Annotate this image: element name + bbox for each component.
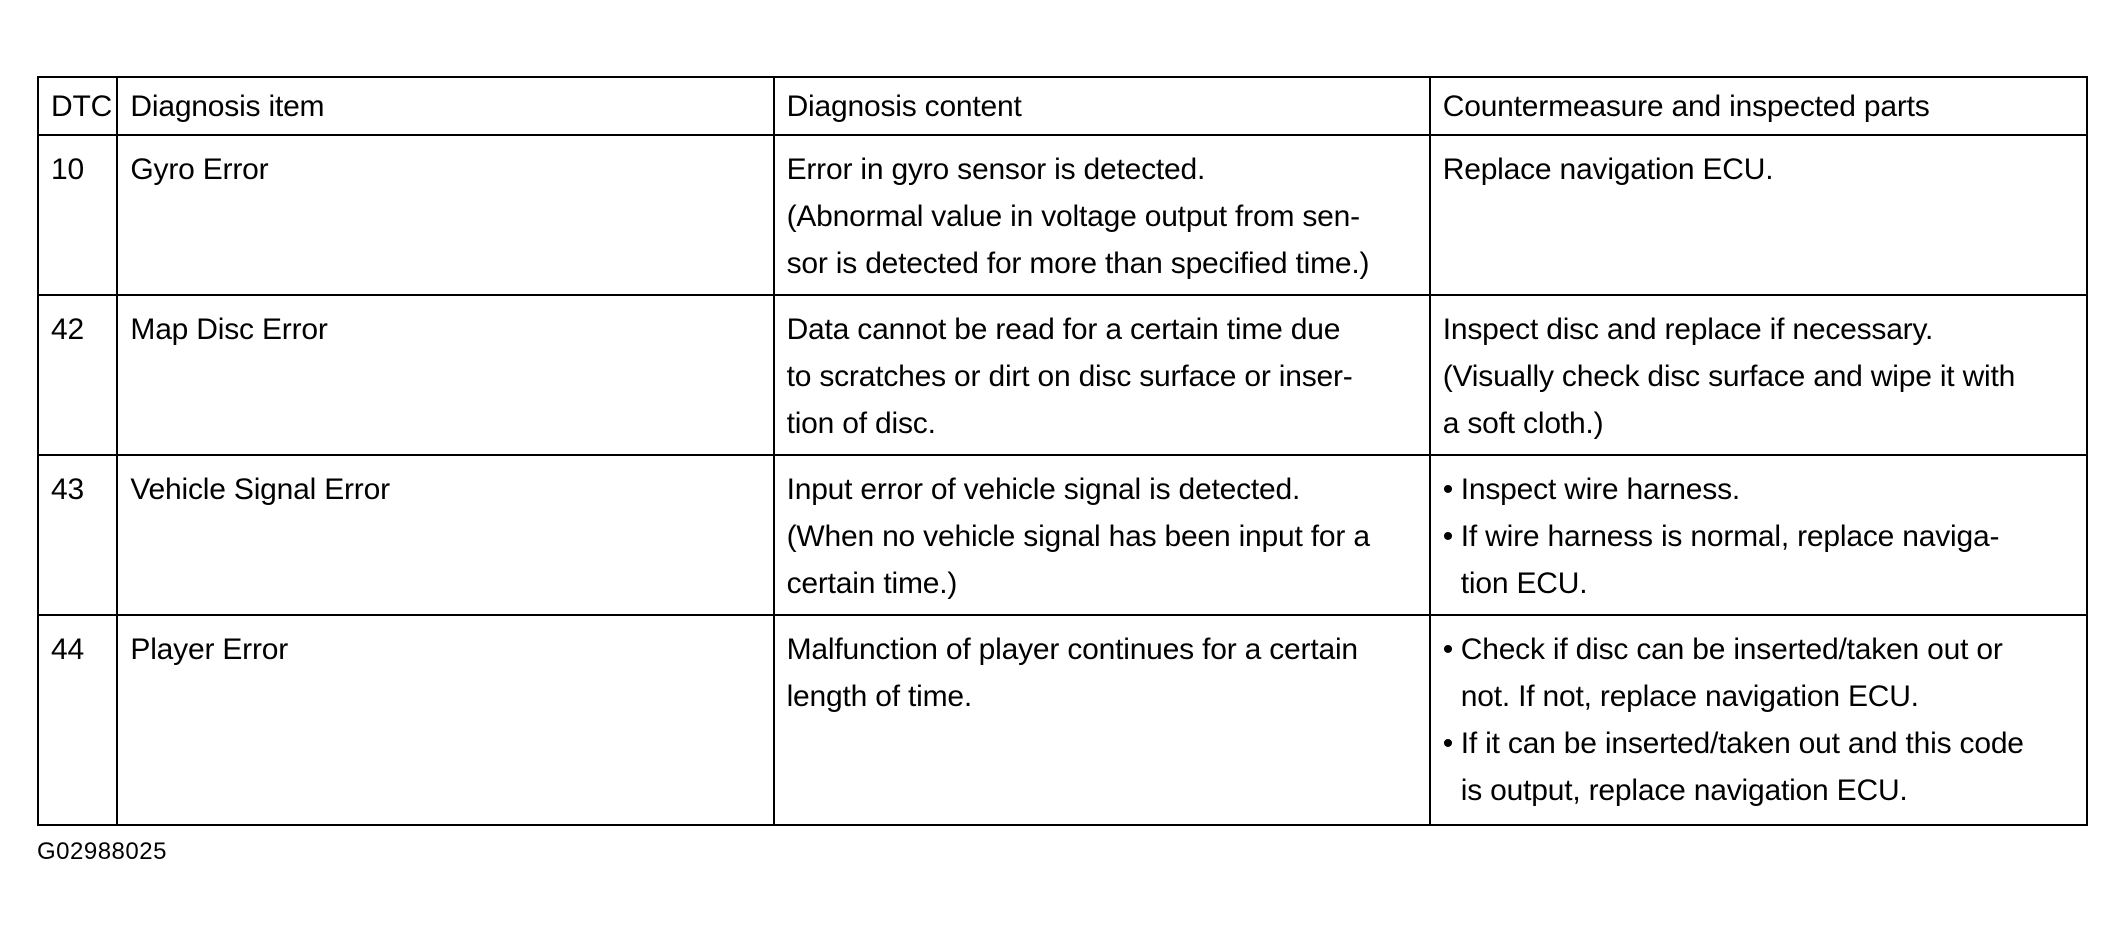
measure-line: Inspect disc and replace if necessary.	[1442, 313, 1934, 346]
bullet-item	[1443, 513, 2074, 607]
bullet-text-continued: not. If not, replace navigation ECU.	[1460, 680, 1919, 713]
header-diagnosis-content: Diagnosis content	[774, 77, 1430, 135]
table-row	[38, 135, 2087, 295]
content-line: Error in gyro sensor is detected.	[786, 153, 1206, 186]
content-line: to scratches or dirt on disc surface or inser-	[786, 360, 1353, 393]
bullet-icon: •	[1442, 633, 1454, 666]
dtc-code: 10	[38, 135, 117, 295]
header-dtc: DTC	[38, 77, 117, 135]
bullet-item	[1443, 626, 2074, 720]
diagnosis-item: Map Disc Error	[117, 295, 773, 455]
dtc-code: 42	[38, 295, 117, 455]
content-line: sor is detected for more than specified time.)	[786, 247, 1370, 280]
bullet-item	[1443, 720, 2074, 814]
measure-line: (Visually check disc surface and wipe it with	[1442, 360, 2016, 393]
diagnosis-item: Vehicle Signal Error	[117, 455, 773, 615]
countermeasure	[1430, 295, 2087, 455]
diagnosis-content	[774, 455, 1430, 615]
table-row	[38, 615, 2087, 825]
content-line: tion of disc.	[786, 407, 936, 440]
bullet-text: Inspect wire harness.	[1460, 473, 1741, 506]
content-line: (When no vehicle signal has been input for a	[786, 520, 1370, 553]
content-line: Data cannot be read for a certain time due	[786, 313, 1341, 346]
countermeasure	[1430, 455, 2087, 615]
diagnosis-content	[774, 135, 1430, 295]
content-line: Malfunction of player continues for a certain	[786, 633, 1358, 666]
diagnosis-item: Gyro Error	[117, 135, 773, 295]
table-row	[38, 455, 2087, 615]
bullet-text-continued: is output, replace navigation ECU.	[1460, 774, 1908, 807]
bullet-item	[1443, 466, 2074, 513]
dtc-table	[37, 76, 2088, 826]
dtc-code: 43	[38, 455, 117, 615]
content-line: Input error of vehicle signal is detected.	[786, 473, 1301, 506]
countermeasure	[1430, 615, 2087, 825]
bullet-text-continued: tion ECU.	[1460, 567, 1588, 600]
figure-id: G02988025	[37, 838, 167, 865]
table-row	[38, 295, 2087, 455]
measure-line: a soft cloth.)	[1442, 407, 1604, 440]
dtc-code: 44	[38, 615, 117, 825]
bullet-text: Check if disc can be inserted/taken out or	[1460, 633, 2003, 666]
measure-line: Replace navigation ECU.	[1442, 153, 1774, 186]
diagnosis-content	[774, 615, 1430, 825]
content-line: length of time.	[786, 680, 973, 713]
diagnosis-item: Player Error	[117, 615, 773, 825]
header-countermeasure: Countermeasure and inspected parts	[1430, 77, 2087, 135]
bullet-icon: •	[1442, 473, 1454, 506]
countermeasure	[1430, 135, 2087, 295]
header-diagnosis-item: Diagnosis item	[117, 77, 773, 135]
bullet-icon: •	[1442, 727, 1454, 760]
bullet-icon: •	[1442, 520, 1454, 553]
table-header-row	[38, 77, 2087, 135]
content-line: (Abnormal value in voltage output from sen-	[786, 200, 1360, 233]
diagnosis-content	[774, 295, 1430, 455]
bullet-text: If it can be inserted/taken out and this code	[1460, 727, 2024, 760]
bullet-text: If wire harness is normal, replace naviga-	[1460, 520, 2000, 553]
content-line: certain time.)	[786, 567, 958, 600]
